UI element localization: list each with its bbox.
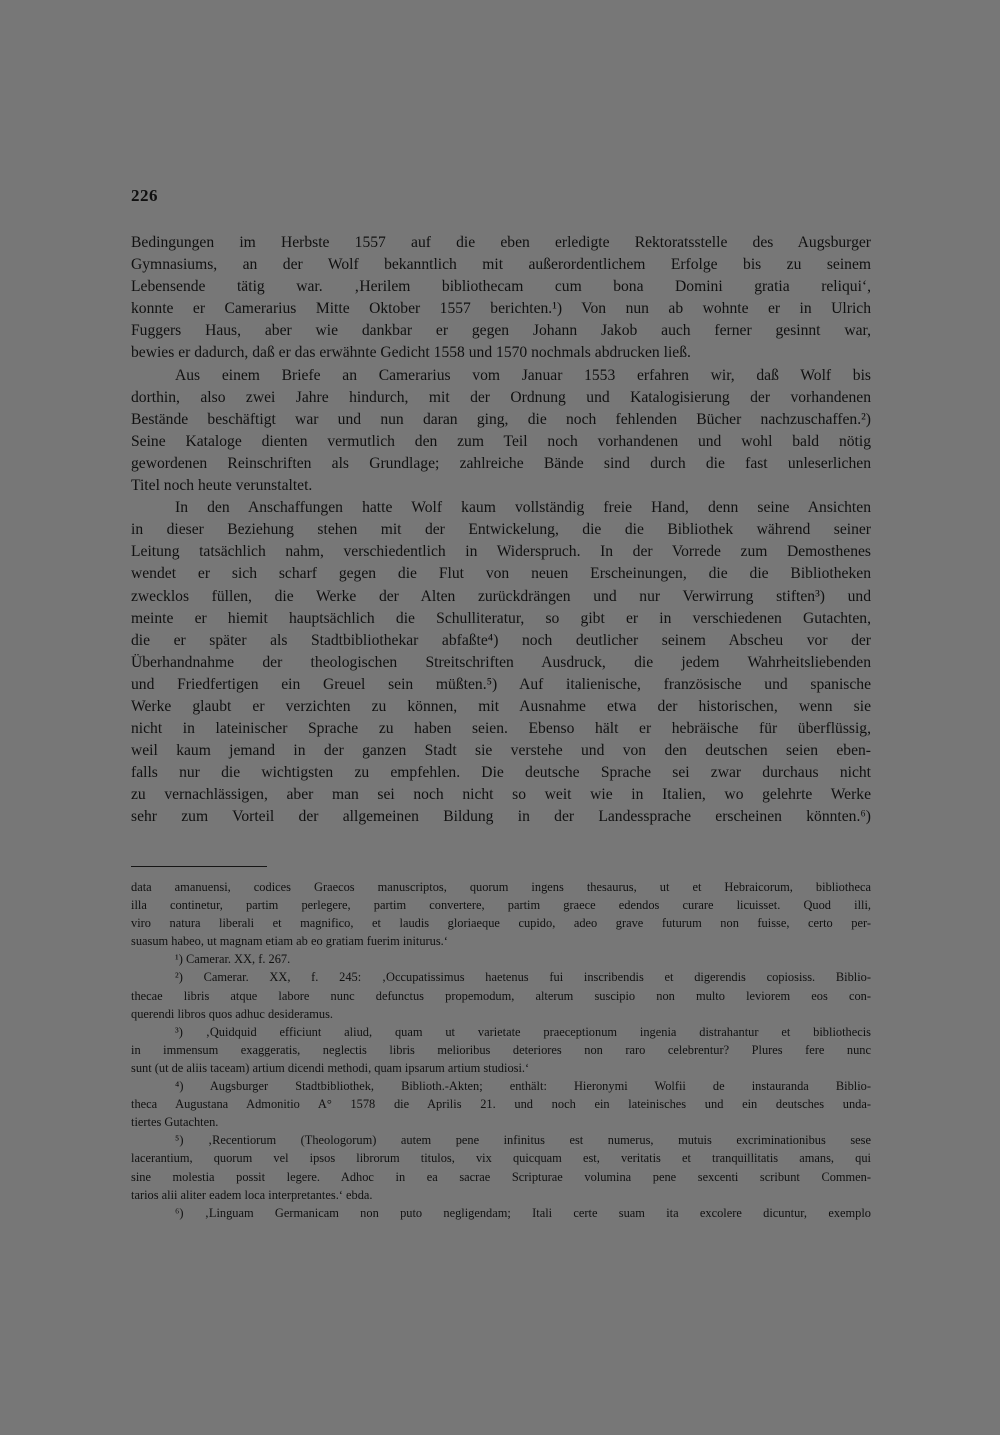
footnote-line: theca Augustana Admonitio A° 1578 die Aprilis 21. und noch ein lateinisches und ein deutsches unda- — [131, 1097, 871, 1112]
body-line: falls nur die wichtigsten zu empfehlen. Die deutsche Sprache sei zwar durchaus nicht — [131, 764, 871, 782]
footnote-line: thecae libris atque labore nunc defunctus propemodum, alterum suscipio non multo leviorem eos con- — [131, 988, 871, 1003]
body-line: zu vernachlässigen, aber man sei noch nicht so weit wie in Italien, wo gelehrte Werke — [131, 786, 871, 804]
body-line: Aus einem Briefe an Camerarius vom Januar 1553 erfahren wir, daß Wolf bis — [175, 366, 871, 384]
footnote-line: sine molestia possit legere. Adhoc in ea sacrae Scripturae volumina pene sexcenti scribunt Commen- — [131, 1169, 871, 1184]
footnote-line: illa continetur, partim perlegere, partim convertere, partim graece edendos curare licuisset. Quod illi, — [131, 898, 871, 913]
body-text — [131, 232, 871, 829]
body-line: In den Anschaffungen hatte Wolf kaum vollständig freie Hand, denn seine Ansichten — [175, 499, 871, 517]
body-line: weil kaum jemand in der ganzen Stadt sie verstehe und von den deutschen seien eben- — [131, 742, 871, 760]
footnote-line: suasum habeo, ut magnam etiam ab eo gratiam fuerim initurus.‘ — [131, 934, 448, 949]
body-line: in dieser Beziehung stehen mit der Entwickelung, die die Bibliothek während seiner — [131, 521, 871, 539]
body-line: Überhandnahme der theologischen Streitschriften Ausdruck, die jedem Wahrheitsliebenden — [131, 653, 871, 671]
body-line: Gymnasiums, an der Wolf bekanntlich mit außerordentlichem Erfolge bis zu seinem — [131, 256, 871, 274]
body-line: Seine Kataloge dienten vermutlich den zum Teil noch vorhandenen und wohl bald nötig — [131, 432, 871, 450]
footnote-line: in immensum exaggeratis, neglectis libris melioribus deteriores non raro celebrentur? Plures fere nunc — [131, 1042, 871, 1057]
footnote-line: data amanuensi, codices Graecos manuscriptos, quorum ingens thesaurus, ut et Hebraicorum, bibliotheca — [131, 880, 871, 894]
footnote-line: ⁵) ‚Recentiorum (Theologorum) autem pene infinitus est numerus, mutuis excriminationibus sese — [175, 1133, 871, 1148]
body-line: konnte er Camerarius Mitte Oktober 1557 berichten.¹) Von nun ab wohnte er in Ulrich — [131, 300, 871, 318]
body-line: Bestände beschäftigt war und nun daran ging, die noch fehlenden Bücher nachzuschaffen.²) — [131, 410, 871, 428]
footnote-line: tiertes Gutachten. — [131, 1115, 219, 1130]
footnote-line: ⁶) ‚Linguam Germanicam non puto negligendam; Itali certe suam ita excolere dicuntur, exemplo — [175, 1205, 871, 1220]
body-line: Titel noch heute verunstaltet. — [131, 477, 313, 495]
body-line: Lebensende tätig war. ‚Herilem bibliothecam cum bona Domini gratia reliqui‘, — [131, 278, 871, 296]
body-line: gewordenen Reinschriften als Grundlage; zahlreiche Bände sind durch die fast unleserlichen — [131, 454, 871, 472]
body-line: zwecklos füllen, die Werke der Alten zurückdrängen und nur Verwirrung stiften³) und — [131, 587, 871, 605]
body-line: Leitung tatsächlich nahm, verschiedentlich in Widerspruch. In der Vorrede zum Demosthenes — [131, 543, 871, 561]
body-line: meinte er hiemit hauptsächlich die Schulliteratur, so gibt er in verschiedenen Gutachten, — [131, 609, 871, 627]
footnote-line: lacerantium, quorum vel ipsos librorum titulos, vix quicquam est, veritatis et tranquillitatis amans, qui — [131, 1151, 871, 1166]
footnotes — [131, 878, 871, 1222]
body-line: Bedingungen im Herbste 1557 auf die eben erledigte Rektoratsstelle des Augsburger — [131, 234, 871, 251]
footnote-rule — [131, 866, 267, 867]
footnote-line: ⁴) Augsburger Stadtbibliothek, Biblioth.-Akten; enthält: Hieronymi Wolfii de instauranda Biblio- — [175, 1079, 871, 1094]
body-line: nicht in lateinischer Sprache zu haben seien. Ebenso hält er hebräische für überflüssig, — [131, 720, 871, 738]
body-line: Werke glaubt er verzichten zu können, mit Ausnahme etwa der historischen, wenn sie — [131, 697, 871, 715]
footnote-line: viro natura liberali et magnifico, et laudis gloriaeque cupido, adeo grave futurum non fuisse, certo per- — [131, 916, 871, 931]
body-line: Fuggers Haus, aber wie dankbar er gegen Johann Jakob auch ferner gesinnt war, — [131, 322, 871, 340]
body-line: sehr zum Vorteil der allgemeinen Bildung in der Landessprache erscheinen könnten.⁶) — [131, 808, 871, 826]
footnote-line: ³) ‚Quidquid efficiunt aliud, quam ut varietate praeceptionum ingenia distrahantur et bibliothecis — [175, 1024, 871, 1039]
footnote-line: sunt (ut de aliis taceam) artium dicendi methodi, quam ipsarum artium studiosi.‘ — [131, 1060, 530, 1075]
page-number: 226 — [131, 186, 158, 205]
footnote-line: querendi libros quos adhuc desideramus. — [131, 1006, 333, 1021]
body-line: bewies er dadurch, daß er das erwähnte Gedicht 1558 und 1570 nochmals abdrucken ließ. — [131, 344, 691, 362]
body-line: wendet er sich scharf gegen die Flut von neuen Erscheinungen, die die Bibliotheken — [131, 565, 871, 583]
footnote-line: ¹) Camerar. XX, f. 267. — [175, 952, 291, 967]
body-line: die er später als Stadtbibliothekar abfaßte⁴) noch deutlicher seinem Abscheu vor der — [131, 631, 871, 649]
body-line: dorthin, also zwei Jahre hindurch, mit der Ordnung und Katalogisierung der vorhandenen — [131, 388, 871, 406]
footnote-line: tarios alii aliter eadem loca interpretantes.‘ ebda. — [131, 1187, 373, 1202]
footnote-line: ²) Camerar. XX, f. 245: ‚Occupatissimus haetenus fui inscribendis et digerendis copiosiss. Biblio- — [175, 970, 871, 985]
body-line: und Friedfertigen ein Greuel sein müßten.⁵) Auf italienische, französische und spanische — [131, 675, 871, 693]
